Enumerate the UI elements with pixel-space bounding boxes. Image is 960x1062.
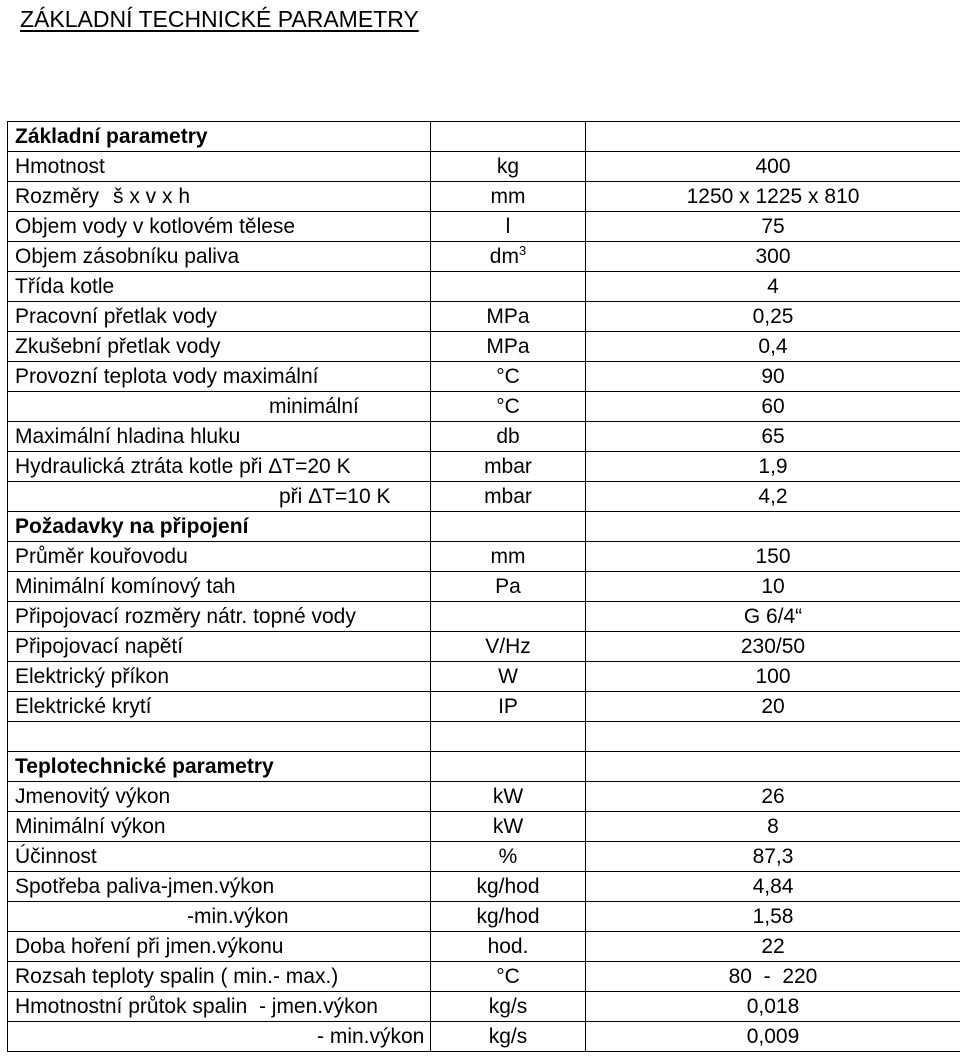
- param-value-min-output: 8: [586, 812, 960, 842]
- param-label-voltage: Připojovací napětí: [8, 632, 431, 662]
- param-value-nominal-output: 26: [586, 782, 960, 812]
- param-unit-pipe-conn: [431, 602, 586, 632]
- section-heading-connection: Požadavky na připojení: [8, 512, 431, 542]
- section-basic-row: [8, 122, 960, 152]
- table-row: [8, 662, 960, 692]
- param-value-flue-flow-nominal: 0,018: [586, 992, 960, 1022]
- param-unit-fuel-volume-base: dm: [489, 245, 519, 268]
- section-heading-thermal: Teplotechnické parametry: [8, 752, 431, 782]
- param-unit-flue-temp: °C: [431, 962, 586, 992]
- param-label-dimensions: [8, 182, 431, 212]
- param-label-fuel-nominal: Spotřeba paliva-jmen.výkon: [8, 872, 431, 902]
- param-label-fuel-volume: Objem zásobníku paliva: [8, 242, 431, 272]
- param-unit-test-pressure: MPa: [431, 332, 586, 362]
- table-row: [8, 242, 960, 272]
- param-value-water-volume: 75: [586, 212, 960, 242]
- table-row: [8, 482, 960, 512]
- param-unit-min-output: kW: [431, 812, 586, 842]
- param-value-fuel-volume: 300: [586, 242, 960, 272]
- param-label-noise: Maximální hladina hluku: [8, 422, 431, 452]
- param-label-ip-rating: Elektrické krytí: [8, 692, 431, 722]
- param-value-weight: 400: [586, 152, 960, 182]
- table-row: [8, 212, 960, 242]
- param-value-work-pressure: 0,25: [586, 302, 960, 332]
- param-unit-temp-max: °C: [431, 362, 586, 392]
- param-unit-nominal-output: kW: [431, 782, 586, 812]
- param-value-fuel-nominal: 4,84: [586, 872, 960, 902]
- table-row: [8, 542, 960, 572]
- param-label-chimney-draft: Minimální komínový tah: [8, 572, 431, 602]
- table-row: [8, 1022, 960, 1052]
- param-label-hydr-loss-20: Hydraulická ztráta kotle při ΔT=20 K: [8, 452, 431, 482]
- param-label-flue-temp: Rozsah teploty spalin ( min.- max.): [8, 962, 431, 992]
- table-row: [8, 632, 960, 662]
- param-unit-burn-time: hod.: [431, 932, 586, 962]
- param-value-voltage: 230/50: [586, 632, 960, 662]
- param-label-flue-flow-min: - min.výkon: [8, 1022, 431, 1052]
- param-label-dimensions-suffix: š x v x h: [113, 185, 191, 208]
- param-value-chimney-draft: 10: [586, 572, 960, 602]
- param-value-pipe-conn: G 6/4“: [586, 602, 960, 632]
- param-unit-flue-flow-min: kg/s: [431, 1022, 586, 1052]
- table-row: [8, 962, 960, 992]
- table-row: [8, 272, 960, 302]
- table-row: [8, 992, 960, 1022]
- param-value-dimensions: 1250 x 1225 x 810: [586, 182, 960, 212]
- table-row: [8, 182, 960, 212]
- param-label-hydr-loss-10: při ΔT=10 K: [8, 482, 431, 512]
- table-row: [8, 812, 960, 842]
- param-label-flue-flow-nominal: Hmotnostní průtok spalin - jmen.výkon: [8, 992, 431, 1022]
- section-thermal-row: [8, 752, 960, 782]
- table-row: [8, 302, 960, 332]
- param-label-test-pressure: Zkušební přetlak vody: [8, 332, 431, 362]
- param-value-fuel-min: 1,58: [586, 902, 960, 932]
- table-row: [8, 932, 960, 962]
- table-row: [8, 572, 960, 602]
- table-row: [8, 602, 960, 632]
- param-label-pipe-conn: Připojovací rozměry nátr. topné vody: [8, 602, 431, 632]
- param-label-dimensions-main: Rozměry: [15, 185, 100, 208]
- table-row: [8, 842, 960, 872]
- document-title: ZÁKLADNÍ TECHNICKÉ PARAMETRY: [20, 6, 419, 32]
- param-unit-work-pressure: MPa: [431, 302, 586, 332]
- param-unit-hydr-loss-10: mbar: [431, 482, 586, 512]
- param-unit-flue-flow-nominal: kg/s: [431, 992, 586, 1022]
- param-label-fuel-min: -min.výkon: [8, 902, 431, 932]
- param-value-test-pressure: 0,4: [586, 332, 960, 362]
- param-unit-hydr-loss-20: mbar: [431, 452, 586, 482]
- param-value-hydr-loss-20: 1,9: [586, 452, 960, 482]
- table-row: [8, 332, 960, 362]
- param-unit-efficiency: %: [431, 842, 586, 872]
- param-unit-chimney-draft: Pa: [431, 572, 586, 602]
- param-unit-voltage: V/Hz: [431, 632, 586, 662]
- table-row: [8, 782, 960, 812]
- param-value-efficiency: 87,3: [586, 842, 960, 872]
- param-unit-dimensions: mm: [431, 182, 586, 212]
- table-row: [8, 452, 960, 482]
- param-value-boiler-class: 4: [586, 272, 960, 302]
- param-value-flue-diameter: 150: [586, 542, 960, 572]
- param-unit-temp-min: °C: [431, 392, 586, 422]
- param-unit-boiler-class: [431, 272, 586, 302]
- table-row: [8, 902, 960, 932]
- param-label-boiler-class: Třída kotle: [8, 272, 431, 302]
- param-value-ip-rating: 20: [586, 692, 960, 722]
- param-unit-fuel-volume: [431, 242, 586, 272]
- param-value-burn-time: 22: [586, 932, 960, 962]
- param-unit-power-input: W: [431, 662, 586, 692]
- param-unit-fuel-nominal: kg/hod: [431, 872, 586, 902]
- param-label-work-pressure: Pracovní přetlak vody: [8, 302, 431, 332]
- param-value-hydr-loss-10: 4,2: [586, 482, 960, 512]
- param-label-water-volume: Objem vody v kotlovém tělese: [8, 212, 431, 242]
- param-label-weight: Hmotnost: [8, 152, 431, 182]
- param-value-temp-min: 60: [586, 392, 960, 422]
- param-value-power-input: 100: [586, 662, 960, 692]
- param-label-burn-time: Doba hoření při jmen.výkonu: [8, 932, 431, 962]
- table-row: [8, 692, 960, 722]
- param-label-nominal-output: Jmenovitý výkon: [8, 782, 431, 812]
- param-label-power-input: Elektrický příkon: [8, 662, 431, 692]
- parameters-table: [7, 121, 960, 1052]
- param-value-noise: 65: [586, 422, 960, 452]
- table-row: [8, 392, 960, 422]
- param-value-flue-flow-min: 0,009: [586, 1022, 960, 1052]
- param-unit-ip-rating: IP: [431, 692, 586, 722]
- param-label-min-output: Minimální výkon: [8, 812, 431, 842]
- table-row: [8, 152, 960, 182]
- table-row: [8, 362, 960, 392]
- param-unit-fuel-volume-exponent: 3: [518, 243, 527, 258]
- param-label-temp-max: Provozní teplota vody maximální: [8, 362, 431, 392]
- spacer-row: [8, 722, 960, 752]
- param-value-flue-temp: 80 - 220: [586, 962, 960, 992]
- param-unit-water-volume: l: [431, 212, 586, 242]
- section-connection-row: [8, 512, 960, 542]
- param-unit-fuel-min: kg/hod: [431, 902, 586, 932]
- param-label-flue-diameter: Průměr kouřovodu: [8, 542, 431, 572]
- section-heading-basic: Základní parametry: [8, 122, 431, 152]
- table-row: [8, 422, 960, 452]
- table-row: [8, 872, 960, 902]
- param-value-temp-max: 90: [586, 362, 960, 392]
- param-unit-weight: kg: [431, 152, 586, 182]
- param-label-temp-min: minimální: [8, 392, 431, 422]
- param-label-efficiency: Účinnost: [8, 842, 431, 872]
- param-unit-noise: db: [431, 422, 586, 452]
- param-unit-flue-diameter: mm: [431, 542, 586, 572]
